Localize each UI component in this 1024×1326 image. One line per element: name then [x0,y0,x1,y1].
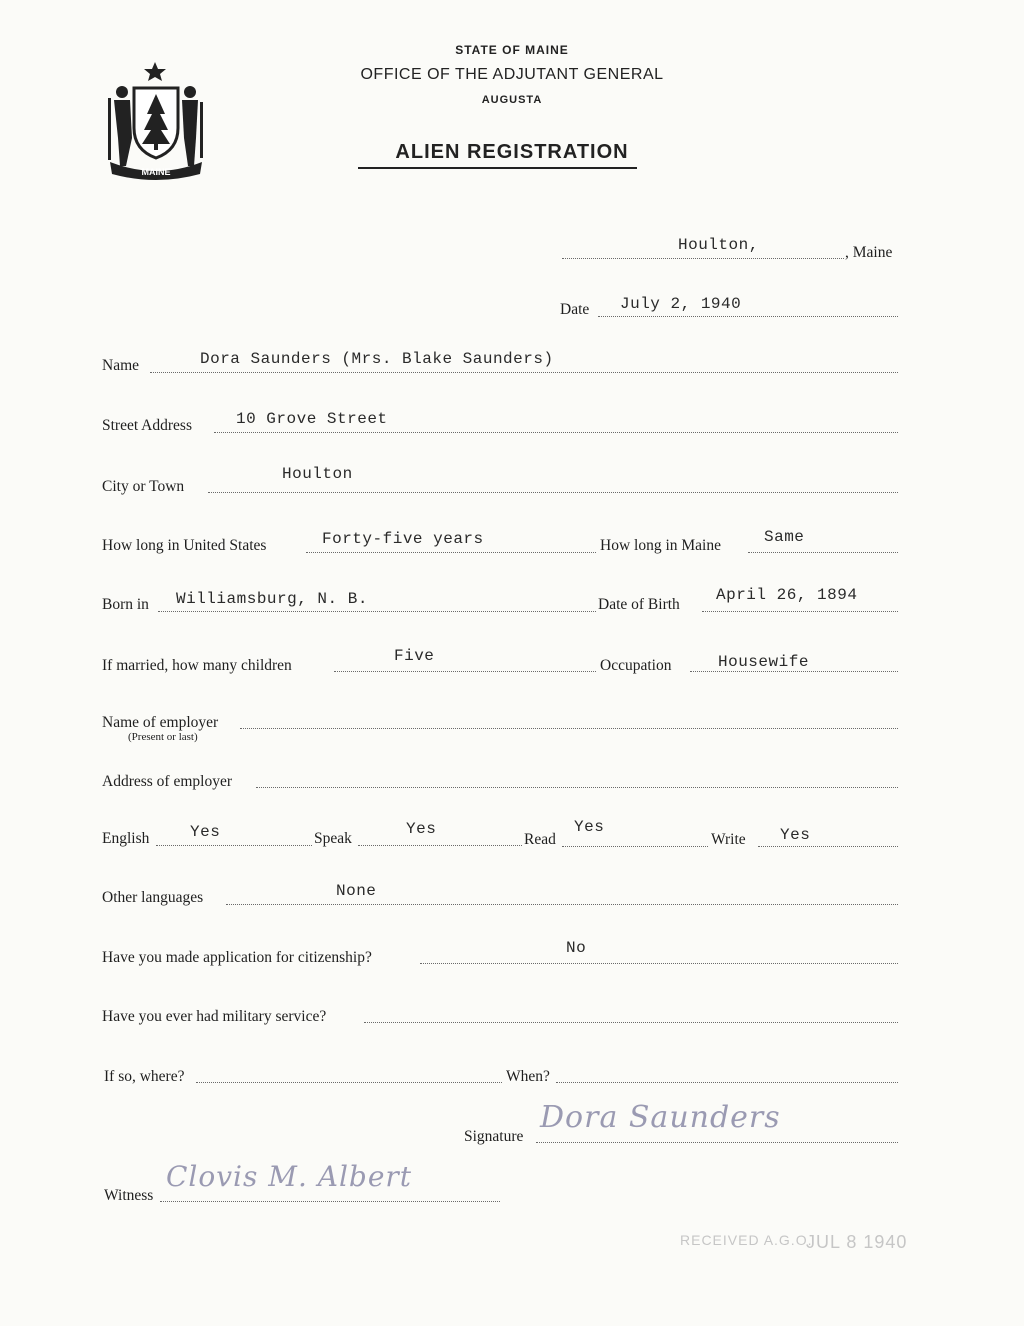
signature-line [536,1142,898,1143]
other-languages-value: None [336,882,377,900]
title-underline [358,167,637,169]
witness-line [160,1201,500,1202]
dob-label: Date of Birth [598,596,680,613]
speak-value: Yes [406,820,437,838]
military-line [364,1022,898,1023]
employer-address-label: Address of employer [102,773,232,790]
read-label: Read [524,831,556,848]
read-value: Yes [574,818,605,836]
where-label: If so, where? [104,1068,185,1085]
where-line [196,1082,502,1083]
signature-label: Signature [464,1128,524,1145]
write-value: Yes [780,826,811,844]
children-value: Five [394,647,435,665]
town-line [562,258,844,259]
born-in-line [158,611,596,612]
city-heading: AUGUSTA [481,94,543,106]
employer-sublabel: (Present or last) [128,731,198,743]
name-line [150,372,898,373]
page-title: ALIEN REGISTRATION [395,141,629,163]
svg-text:MAINE: MAINE [141,167,171,177]
occupation-value: Housewife [718,653,809,671]
city-line [208,492,898,493]
how-long-me-line [748,552,898,553]
military-label: Have you ever had military service? [102,1008,327,1025]
citizenship-label: Have you made application for citizenship? [102,949,372,966]
office-heading: OFFICE OF THE ADJUTANT GENERAL [360,66,664,83]
date-label: Date [560,301,590,318]
occupation-label: Occupation [600,657,672,674]
name-label: Name [102,357,140,374]
how-long-us-label: How long in United States [102,537,267,554]
citizenship-line [420,963,898,964]
employer-address-line [256,787,898,788]
occupation-line [690,671,898,672]
speak-label: Speak [314,830,352,847]
write-label: Write [711,831,746,848]
other-languages-line [226,904,898,905]
dob-value: April 26, 1894 [716,586,858,604]
street-label: Street Address [102,417,192,434]
city-label: City or Town [102,478,185,495]
english-line [156,845,312,846]
signature-value: Dora Saunders [540,1100,781,1135]
speak-line [358,845,522,846]
witness-value: Clovis M. Albert [166,1160,413,1193]
children-label: If married, how many children [102,657,292,674]
received-stamp-date: JUL 8 1940 [806,1232,908,1252]
english-label: English [102,830,150,847]
witness-label: Witness [104,1187,154,1204]
town-value: Houlton, [678,236,759,254]
employer-label: Name of employer [102,714,219,731]
when-line [556,1082,898,1083]
street-value: 10 Grove Street [236,410,388,428]
employer-line [240,728,898,729]
how-long-us-line [306,552,596,553]
street-line [214,432,898,433]
received-stamp: RECEIVED A.G.O. [680,1232,813,1248]
when-label: When? [506,1068,550,1085]
maine-label: , Maine [845,244,893,261]
born-in-label: Born in [102,596,149,613]
state-heading: STATE OF MAINE [455,43,569,57]
read-line [562,846,708,847]
children-line [334,671,596,672]
city-value: Houlton [282,465,353,483]
born-in-value: Williamsburg, N. B. [176,590,368,608]
how-long-me-value: Same [764,528,805,546]
write-line [758,846,898,847]
date-line [598,316,898,317]
name-value: Dora Saunders (Mrs. Blake Saunders) [200,350,554,368]
how-long-us-value: Forty-five years [322,530,484,548]
other-languages-label: Other languages [102,889,204,906]
how-long-me-label: How long in Maine [600,537,721,554]
english-value: Yes [190,823,221,841]
citizenship-value: No [566,939,587,957]
dob-line [702,611,898,612]
date-value: July 2, 1940 [620,295,742,313]
